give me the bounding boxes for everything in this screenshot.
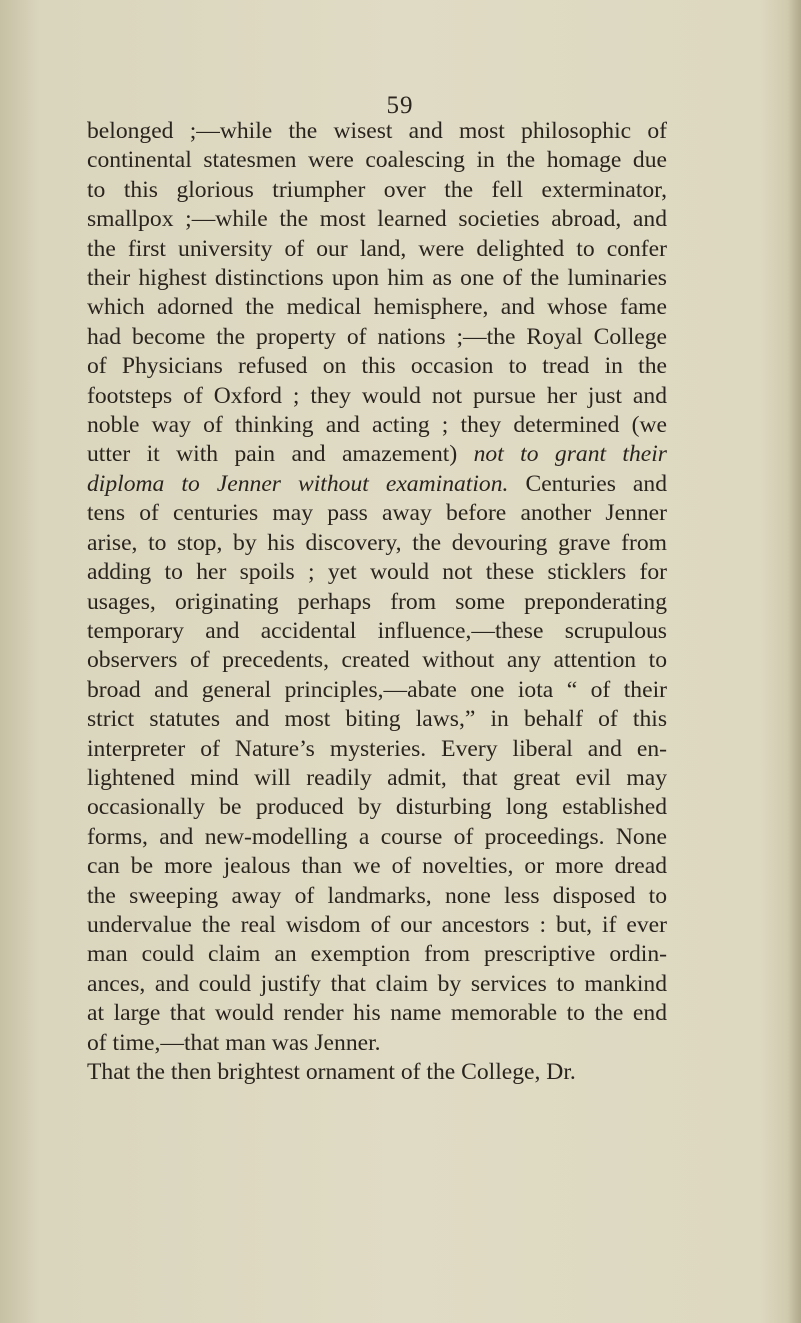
page-number: 59 bbox=[386, 92, 414, 119]
text-line: had become the property of nations ;—the Royal College bbox=[87, 323, 667, 350]
text-line: to this glorious triumpher over the fell exterminator, bbox=[87, 176, 667, 203]
text-line: broad and general principles,—abate one iota “ of their bbox=[87, 676, 667, 703]
text-line: which adorned the medical hemisphere, and whose fame bbox=[87, 294, 667, 321]
text-line: belonged ;—while the wisest and most philosophic of bbox=[87, 118, 667, 144]
body-text bbox=[87, 117, 667, 1087]
text-line: That the then brightest ornament of the College, Dr. bbox=[87, 1059, 576, 1085]
text-line: of time,—that man was Jenner. bbox=[87, 1029, 381, 1056]
text-line: adding to her spoils ; yet would not these sticklers for bbox=[87, 559, 667, 586]
text-line: observers of precedents, created without any attention to bbox=[87, 647, 667, 674]
text-line: lightened mind will readily admit, that great evil may bbox=[87, 764, 667, 791]
text-line: continental statesmen were coalescing in the homage due bbox=[87, 147, 667, 174]
text-line: tens of centuries may pass away before another Jenner bbox=[87, 500, 667, 527]
text-line: can be more jealous than we of novelties, or more dread bbox=[87, 853, 667, 880]
text-span: Centuries and bbox=[508, 470, 667, 497]
text-line: strict statutes and most biting laws,” in behalf of this bbox=[87, 706, 667, 733]
italic-span: diploma to Jenner without examination. bbox=[87, 470, 509, 497]
text-line: arise, to stop, by his discovery, the devouring grave from bbox=[87, 529, 667, 556]
text-line: their highest distinctions upon him as one of the luminaries bbox=[87, 265, 667, 292]
text-line: undervalue the real wisdom of our ancestors : but, if ever bbox=[87, 911, 667, 938]
text-line: the sweeping away of landmarks, none less disposed to bbox=[87, 882, 667, 909]
text-line: noble way of thinking and acting ; they determined (we bbox=[87, 412, 667, 439]
text-line: occasionally be produced by disturbing long established bbox=[87, 794, 667, 821]
text-line: interpreter of Nature’s mysteries. Every liberal and en- bbox=[87, 735, 667, 762]
text-line: ances, and could justify that claim by services to mankind bbox=[87, 970, 667, 997]
text-span: utter it with pain and amazement) bbox=[87, 441, 474, 468]
text-line: smallpox ;—while the most learned societies abroad, and bbox=[87, 206, 667, 233]
page-edge-shadow bbox=[787, 0, 801, 1323]
text-line: temporary and accidental influence,—these scrupulous bbox=[87, 617, 667, 644]
text-line: of Physicians refused on this occasion to tread in the bbox=[87, 353, 667, 380]
text-line: footsteps of Oxford ; they would not pursue her just and bbox=[87, 382, 667, 409]
text-line-mixed bbox=[87, 470, 667, 499]
text-line: the first university of our land, were delighted to confer bbox=[87, 235, 667, 262]
text-line: man could claim an exemption from prescriptive ordin- bbox=[87, 941, 667, 968]
text-line: usages, originating perhaps from some preponderating bbox=[87, 588, 667, 615]
text-line: forms, and new-modelling a course of proceedings. None bbox=[87, 823, 667, 850]
text-line-mixed bbox=[87, 440, 667, 469]
italic-span: not to grant their bbox=[473, 441, 667, 468]
text-line: at large that would render his name memorable to the end bbox=[87, 1000, 667, 1027]
